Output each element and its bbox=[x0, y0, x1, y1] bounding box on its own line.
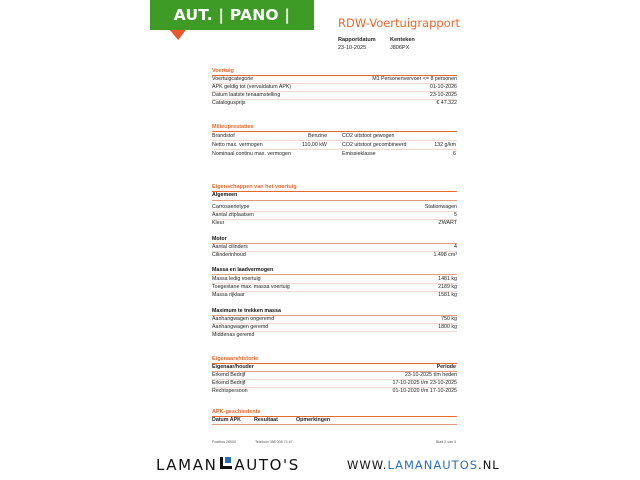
row-label: Cilinderinhoud bbox=[212, 252, 246, 258]
row-value: 1481 kg bbox=[438, 276, 457, 282]
banner-accent-shape bbox=[166, 30, 186, 40]
row-value: 1581 kg bbox=[438, 292, 457, 298]
subsection-massa-title: Massa en laadvermogen bbox=[212, 267, 274, 273]
row-label: Erkend Bedrijf bbox=[212, 380, 246, 386]
table-row bbox=[212, 331, 457, 339]
row-divider bbox=[212, 149, 457, 150]
report-date-value: 23-10-2025 bbox=[338, 45, 367, 51]
logo-mark-icon bbox=[220, 456, 232, 470]
report-date-block bbox=[338, 37, 376, 51]
row-label: Voertuigcategorie bbox=[212, 76, 254, 82]
row-value: Benzine bbox=[308, 133, 328, 139]
row-value: 132 g/km bbox=[434, 142, 456, 148]
logo-text-left: LAMAN bbox=[156, 456, 218, 474]
logo-text-right: AUTO'S bbox=[234, 456, 300, 474]
table-row bbox=[212, 371, 457, 379]
row-label: Aanhangwagen geremd bbox=[212, 324, 269, 330]
row-label: Aanhangwagen ongeremd bbox=[212, 316, 275, 322]
row-value: 5 bbox=[454, 212, 457, 218]
table-row bbox=[212, 283, 457, 291]
row-label: Kleur bbox=[212, 220, 225, 226]
subsection-divider bbox=[212, 200, 457, 201]
table-row bbox=[212, 251, 457, 259]
table-row bbox=[212, 379, 457, 387]
dealer-logo bbox=[156, 456, 300, 474]
table-row bbox=[212, 291, 457, 299]
row-value: ZWART bbox=[438, 220, 457, 226]
row-label: APK geldig tot (vervaldatum APK) bbox=[212, 84, 292, 90]
table-row bbox=[212, 219, 457, 227]
column-header-eigenaar: Eigenaar/houder bbox=[212, 364, 254, 370]
row-value: 01-10-2026 bbox=[429, 84, 457, 90]
table-row bbox=[212, 315, 457, 323]
subsection-algemeen-title: Algemeen bbox=[212, 192, 238, 198]
table-row bbox=[212, 323, 457, 331]
website-domain: LAMANAUTOS bbox=[387, 458, 479, 472]
subsection-motor-title: Motor bbox=[212, 236, 227, 242]
row-value: 4 bbox=[454, 244, 457, 250]
table-row bbox=[212, 99, 457, 107]
row-value: M1 Personenvervoer <= 8 personen bbox=[372, 76, 457, 82]
section-divider bbox=[212, 416, 457, 417]
table-row bbox=[212, 211, 457, 219]
website-suffix: .NL bbox=[478, 458, 500, 472]
subsection-trekken-title: Maximum te trekken massa bbox=[212, 308, 281, 314]
license-plate-label: Kenteken bbox=[390, 37, 415, 43]
row-value: 1.498 cm³ bbox=[433, 252, 457, 258]
row-label: Middenas geremd bbox=[212, 332, 255, 338]
license-plate-block bbox=[390, 37, 415, 51]
row-label: Aantal zitplaatsen bbox=[212, 212, 254, 218]
column-header-periode: Periode bbox=[436, 364, 456, 370]
section-divider bbox=[212, 131, 457, 132]
row-value: 17-10-2025 t/m 23-10-2025 bbox=[392, 380, 457, 386]
section-divider bbox=[212, 191, 457, 192]
row-value: 23-10-2025 bbox=[429, 92, 457, 98]
row-label: Nominaal continu max. vermogen bbox=[212, 151, 291, 157]
dealer-banner: AUT. | PANO | CARPLAY bbox=[150, 0, 314, 30]
row-label: Rechtspersoon bbox=[212, 388, 248, 394]
dealer-website bbox=[347, 458, 500, 472]
row-label: Emissieklasse bbox=[342, 151, 376, 157]
row-label: Carrosserietype bbox=[212, 204, 250, 210]
table-row bbox=[212, 243, 457, 251]
row-divider bbox=[212, 140, 457, 141]
license-plate-value: J806PX bbox=[390, 45, 410, 51]
row-value: 750 kg bbox=[441, 316, 457, 322]
row-label: Catalogusprijs bbox=[212, 100, 246, 106]
column-header-opmerkingen: Opmerkingen bbox=[296, 417, 331, 423]
row-label: Toegestane max. massa voertuig bbox=[212, 284, 290, 290]
column-header-resultaat: Resultaat bbox=[254, 417, 278, 423]
footer-phone: Telefoon 088 008 74 47 bbox=[255, 440, 293, 444]
row-label: CO2 uitstoot gewogen bbox=[342, 133, 395, 139]
report-date-label: Rapportdatum bbox=[338, 37, 376, 43]
report-title: RDW-Voertuigrapport bbox=[338, 16, 460, 30]
row-label: Aantal cilinders bbox=[212, 244, 248, 250]
table-row bbox=[212, 91, 457, 99]
row-label: Erkend Bedrijf bbox=[212, 372, 246, 378]
section-milieu-title: Milieuprestaties bbox=[212, 124, 254, 130]
row-value: 2189 kg bbox=[438, 284, 457, 290]
footer-address: Postbus 28000 bbox=[212, 440, 236, 444]
footer-page-number: Blad 2 van 3 bbox=[436, 440, 456, 444]
table-row bbox=[212, 75, 457, 83]
row-label: Netto max. vermogen bbox=[212, 142, 263, 148]
table-row bbox=[212, 83, 457, 91]
row-label: CO2 uitstoot gecombineerd bbox=[342, 142, 407, 148]
row-label: Datum laatste tenaamstelling bbox=[212, 92, 281, 98]
table-row bbox=[212, 275, 457, 283]
row-value: 23-10-2025 t/m heden bbox=[404, 372, 457, 378]
row-value: Stationwagen bbox=[424, 204, 457, 210]
row-label: Brandstof bbox=[212, 133, 235, 139]
table-row bbox=[212, 387, 457, 395]
row-value: € 47.322 bbox=[436, 100, 457, 106]
column-header-datum: Datum APK bbox=[212, 417, 241, 423]
row-value: 6 bbox=[453, 151, 456, 157]
table-row bbox=[212, 203, 457, 211]
row-value: 01-10-2020 t/m 17-10-2025 bbox=[392, 388, 457, 394]
section-apk-title: APK-geschiedenis bbox=[212, 409, 261, 415]
subsection-divider bbox=[212, 424, 457, 425]
section-voertuig-title: Voertuig bbox=[212, 68, 234, 74]
row-value: 110,00 kW bbox=[302, 142, 327, 148]
website-prefix: WWW. bbox=[347, 458, 388, 472]
row-label: Massa rijklaar bbox=[212, 292, 245, 298]
section-eigenschappen-title: Eigenschappen van het voertuig bbox=[212, 184, 297, 190]
section-eigenaars-title: Eigenaarshistorie bbox=[212, 356, 259, 362]
row-value: 1800 kg bbox=[438, 324, 457, 330]
row-label: Massa ledig voertuig bbox=[212, 276, 261, 282]
